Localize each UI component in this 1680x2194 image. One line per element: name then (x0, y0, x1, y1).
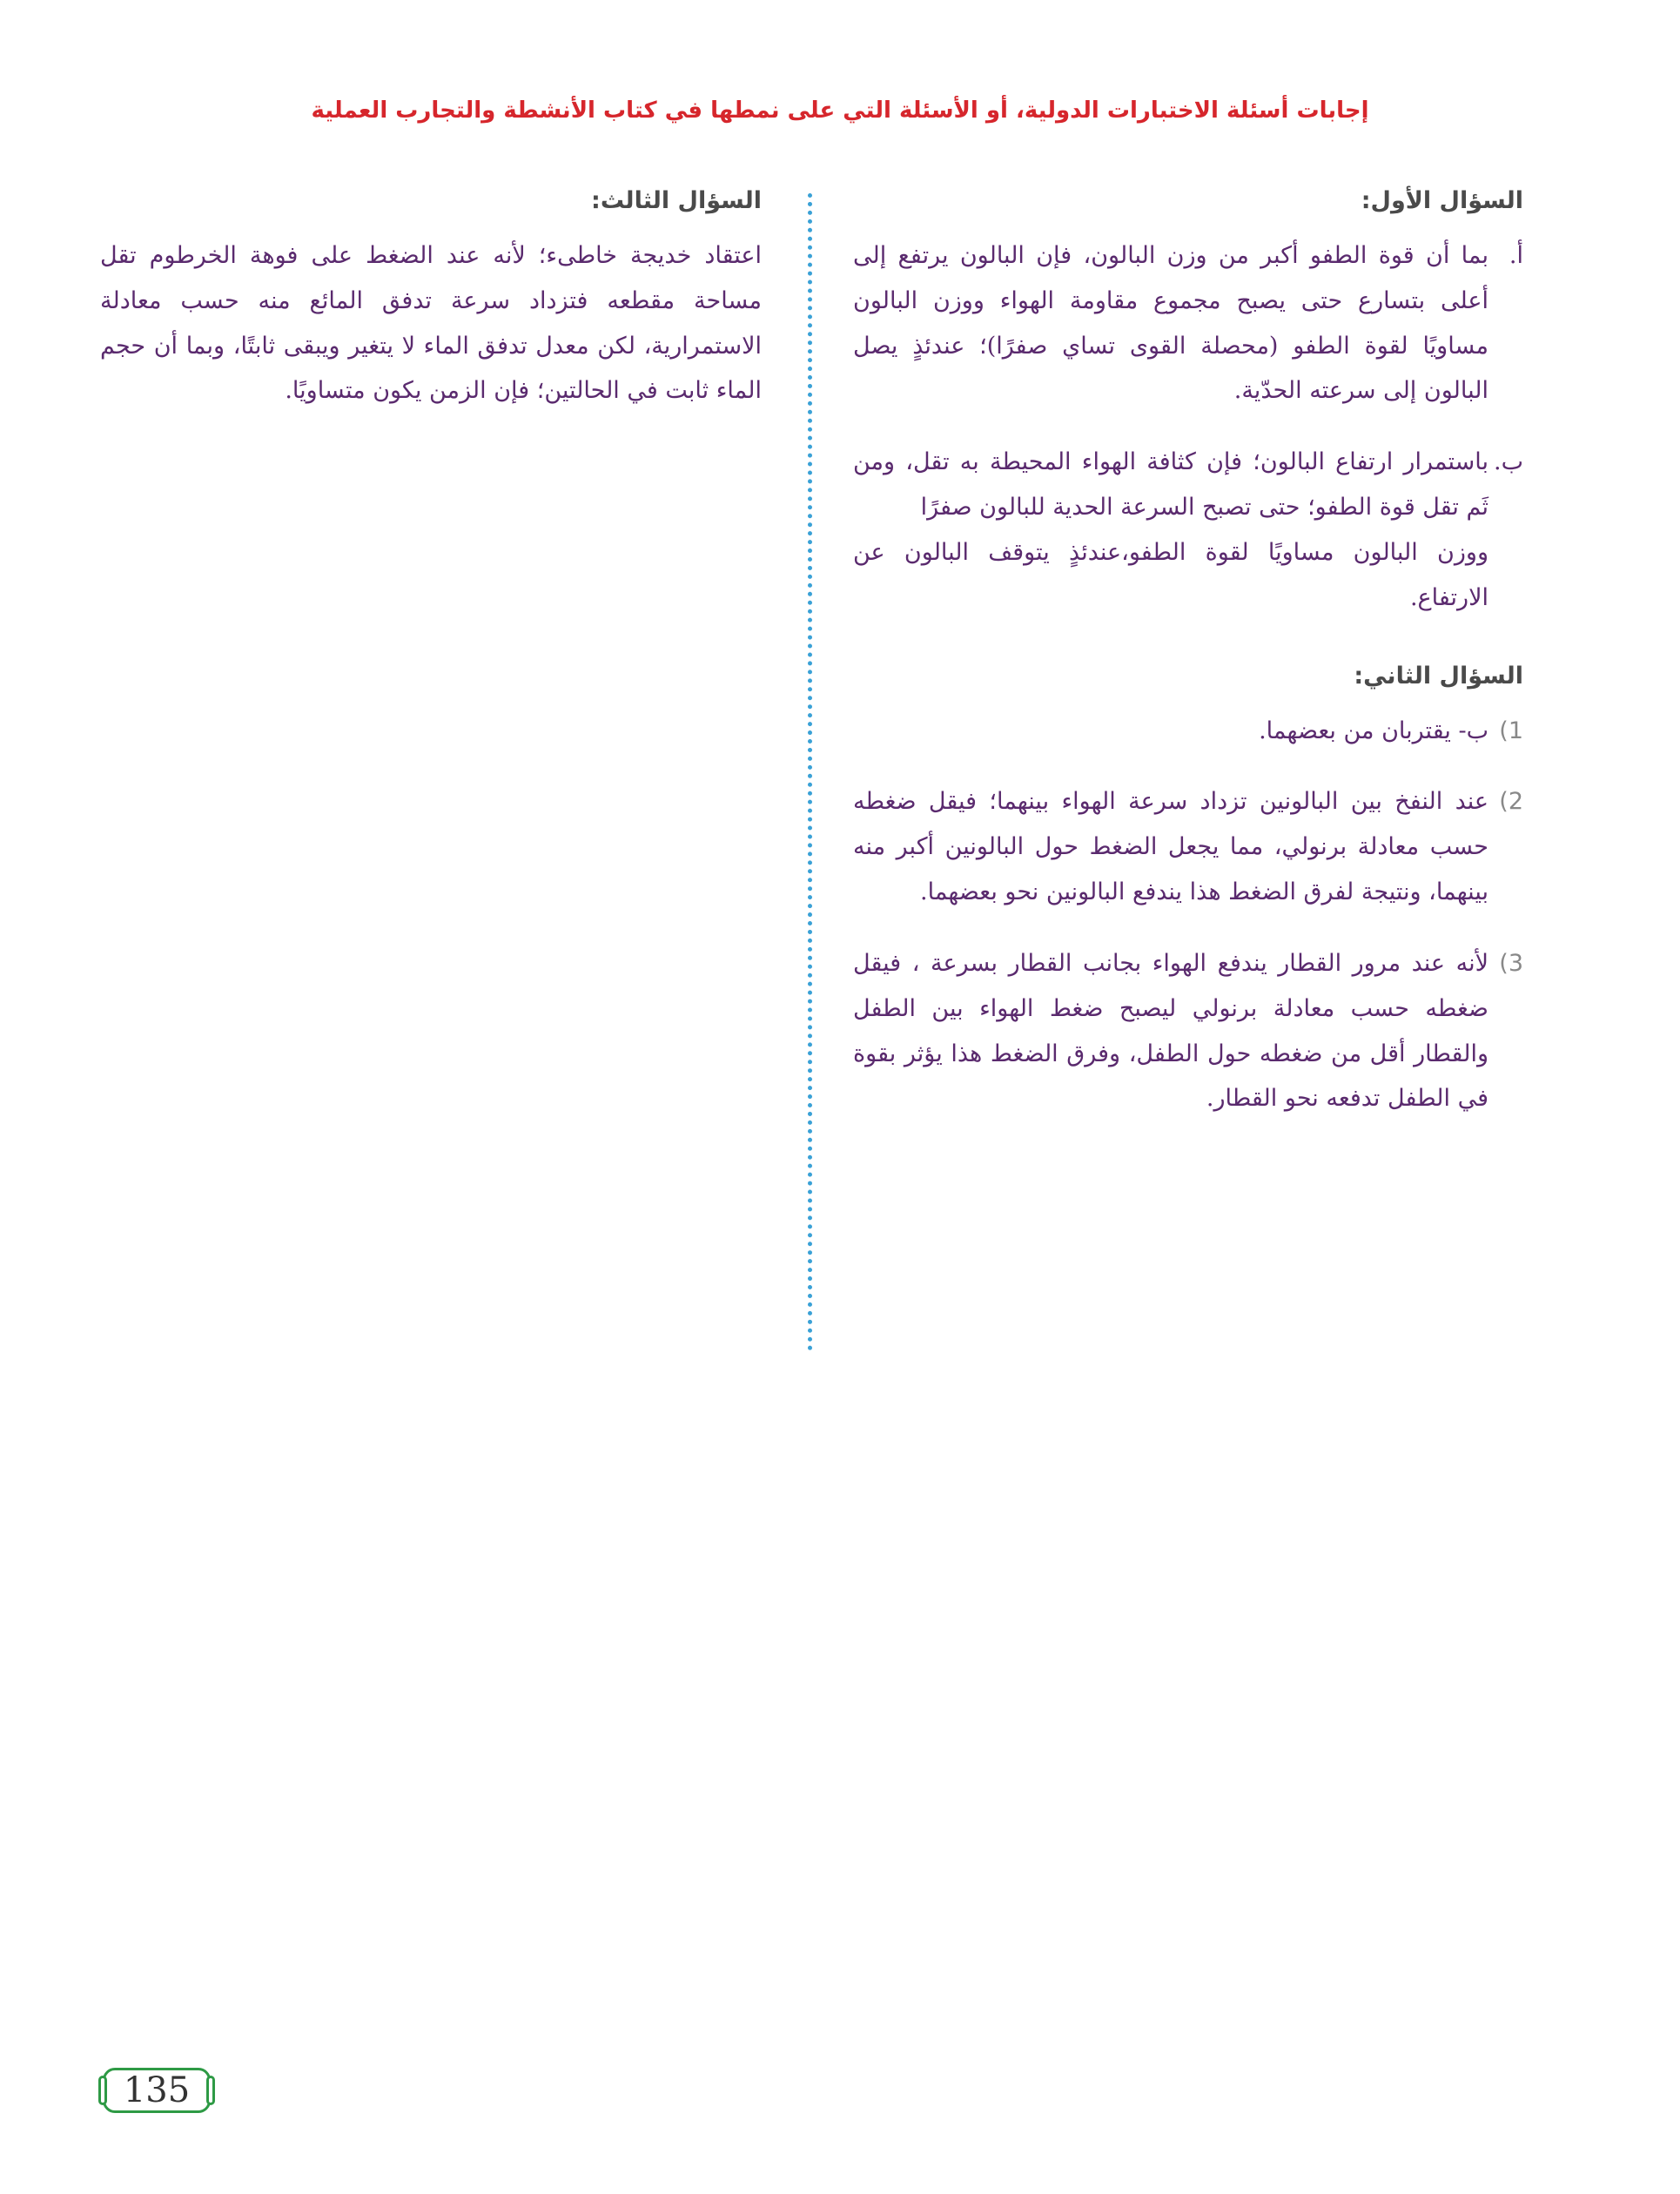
right-column (853, 187, 1523, 1147)
question-1-item-a (853, 233, 1523, 414)
item-marker: 3) (1499, 949, 1523, 977)
item-marker: 2) (1499, 788, 1523, 816)
question-2-item-2 (853, 779, 1523, 914)
question-2-item-3 (853, 941, 1523, 1121)
question-3-answer: اعتقاد خديجة خاطىء؛ لأنه عند الضغط على فوهة الخرطوم تقل مساحة مقطعه فتزداد سرعة تدفق المائع منه حسب معادلة الاستمرارية، لكن معدل تدفق الماء لا يتغير ويبقى ثابتًا، وبما أن حجم الماء ثابت في الحالتين؛ فإن الزمن يكون متساويًا. (100, 242, 762, 405)
question-2-item-1 (853, 709, 1523, 754)
item-text: لأنه عند مرور القطار يندفع الهواء بجانب القطار بسرعة ، فيقل ضغطه حسب معادلة برنولي ليصبح ضغط الهواء بين الطفل والقطار أقل من ضغطه حول الطفل، وفرق الضغط هذا يؤثر بقوة في الطفل تدفعه نحو القطار. (853, 949, 1488, 1113)
item-marker: 1) (1499, 717, 1523, 744)
item-text: ب- يقتربان من بعضهما. (1259, 717, 1488, 744)
question-2-heading: السؤال الثاني: (1354, 662, 1523, 690)
item-marker: أ. (1509, 242, 1523, 269)
question-3-heading: السؤال الثالث: (591, 187, 762, 214)
item-text: بما أن قوة الطفو أكبر من وزن البالون، فإن البالون يرتفع إلى أعلى بتسارع حتى يصبح مجموع مقاومة الهواء ووزن البالون مساويًا لقوة الطفو (محصلة القوى تساي صفرًا)؛ عندئذٍ يصل البالون إلى سرعته الحدّية. (853, 242, 1488, 405)
page-number-badge (103, 2068, 211, 2113)
question-1-heading: السؤال الأول: (1361, 187, 1523, 214)
item-text-continuation: ووزن البالون مساويًا لقوة الطفو،عندئذٍ يتوقف البالون عن الارتفاع. (853, 538, 1488, 611)
left-column (100, 187, 762, 414)
question-1-item-b (853, 440, 1523, 620)
column-divider (808, 193, 812, 1351)
page-header-title: إجابات أسئلة الاختبارات الدولية، أو الأسئلة التي على نمطها في كتاب الأنشطة والتجارب العملية (311, 98, 1369, 124)
item-marker: ب. (1493, 448, 1523, 476)
item-text: باستمرار ارتفاع البالون؛ فإن كثافة الهواء المحيطة به تقل، ومن ثَم تقل قوة الطفو؛ حتى تصبح السرعة الحدية للبالون صفرًا (853, 448, 1488, 522)
item-text: عند النفخ بين البالونين تزداد سرعة الهواء بينهما؛ فيقل ضغطه حسب معادلة برنولي، مما يجعل الضغط حول البالونين أكبر منه بينهما، ونتيجة لفرق الضغط هذا يندفع البالونين نحو بعضهما. (853, 788, 1488, 906)
item-body (853, 440, 1488, 620)
page-number: 135 (123, 2070, 191, 2110)
